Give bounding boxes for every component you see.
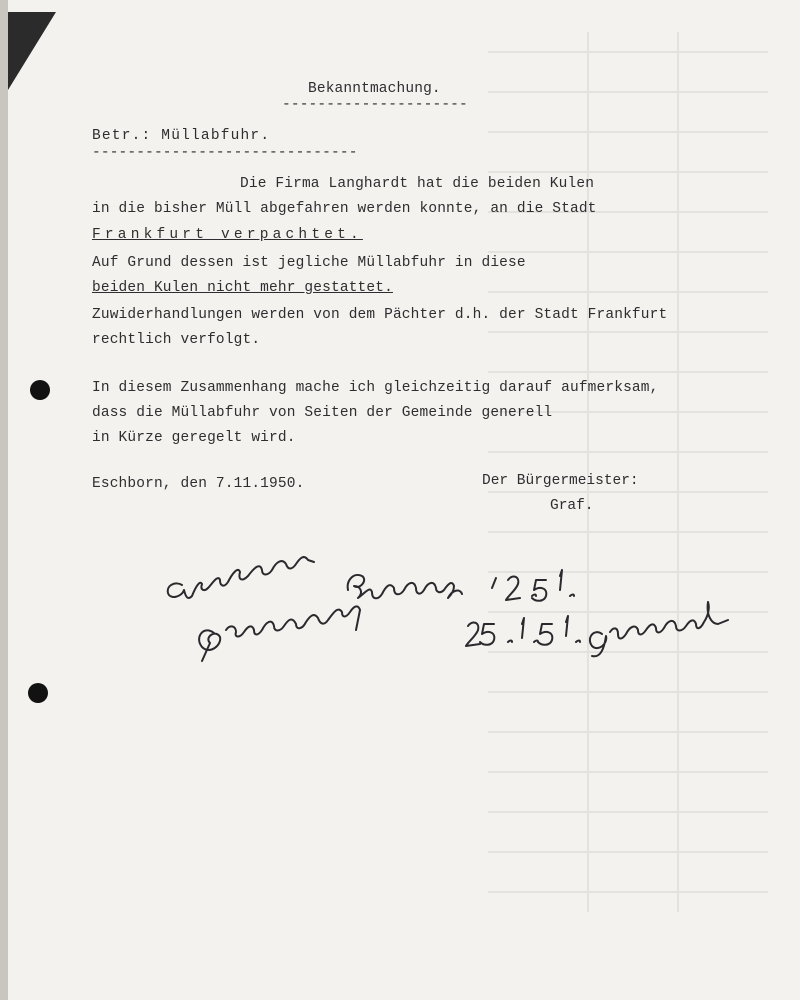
body-line-1: Die Firma Langhardt hat die beiden Kulen (240, 176, 595, 192)
subject-line: Betr.: Müllabfuhr. (92, 128, 271, 144)
subject-underline: ------------------------------ (92, 145, 358, 161)
heading-underline: --------------------- (282, 97, 468, 113)
body-line-10: in Kürze geregelt wird. (92, 430, 296, 446)
handwriting-line-1-date (492, 570, 574, 601)
body-line-8: In diesem Zusammenhang mache ich gleichzeitig darauf aufmerksam, (92, 380, 659, 396)
handwriting-line-2-word-2 (590, 602, 728, 656)
body-line-2: in die bisher Müll abgefahren werden konnte, an die Stadt (92, 201, 597, 217)
body-line-7: rechtlich verfolgt. (92, 332, 261, 348)
body-line-5: beiden Kulen nicht mehr gestattet. (92, 280, 393, 296)
handwriting-line-1-word-1 (168, 557, 314, 598)
handwriting-line-1-word-2 (348, 575, 462, 598)
handwriting-line-2-word-1 (199, 606, 360, 661)
body-line-9: dass die Müllabfuhr von Seiten der Gemeinde generell (92, 405, 553, 421)
body-line-3: Frankfurt verpachtet. (92, 227, 363, 243)
handwriting-line-2-date (466, 616, 580, 646)
body-line-6: Zuwiderhandlungen werden von dem Pächter d.h. der Stadt Frankfurt (92, 307, 668, 323)
place-date: Eschborn, den 7.11.1950. (92, 476, 305, 492)
document-heading: Bekanntmachung. (308, 81, 441, 97)
signature-title: Der Bürgermeister: (482, 473, 639, 489)
body-line-4: Auf Grund dessen ist jegliche Müllabfuhr in diese (92, 255, 526, 271)
signature-name: Graf. (550, 498, 594, 514)
